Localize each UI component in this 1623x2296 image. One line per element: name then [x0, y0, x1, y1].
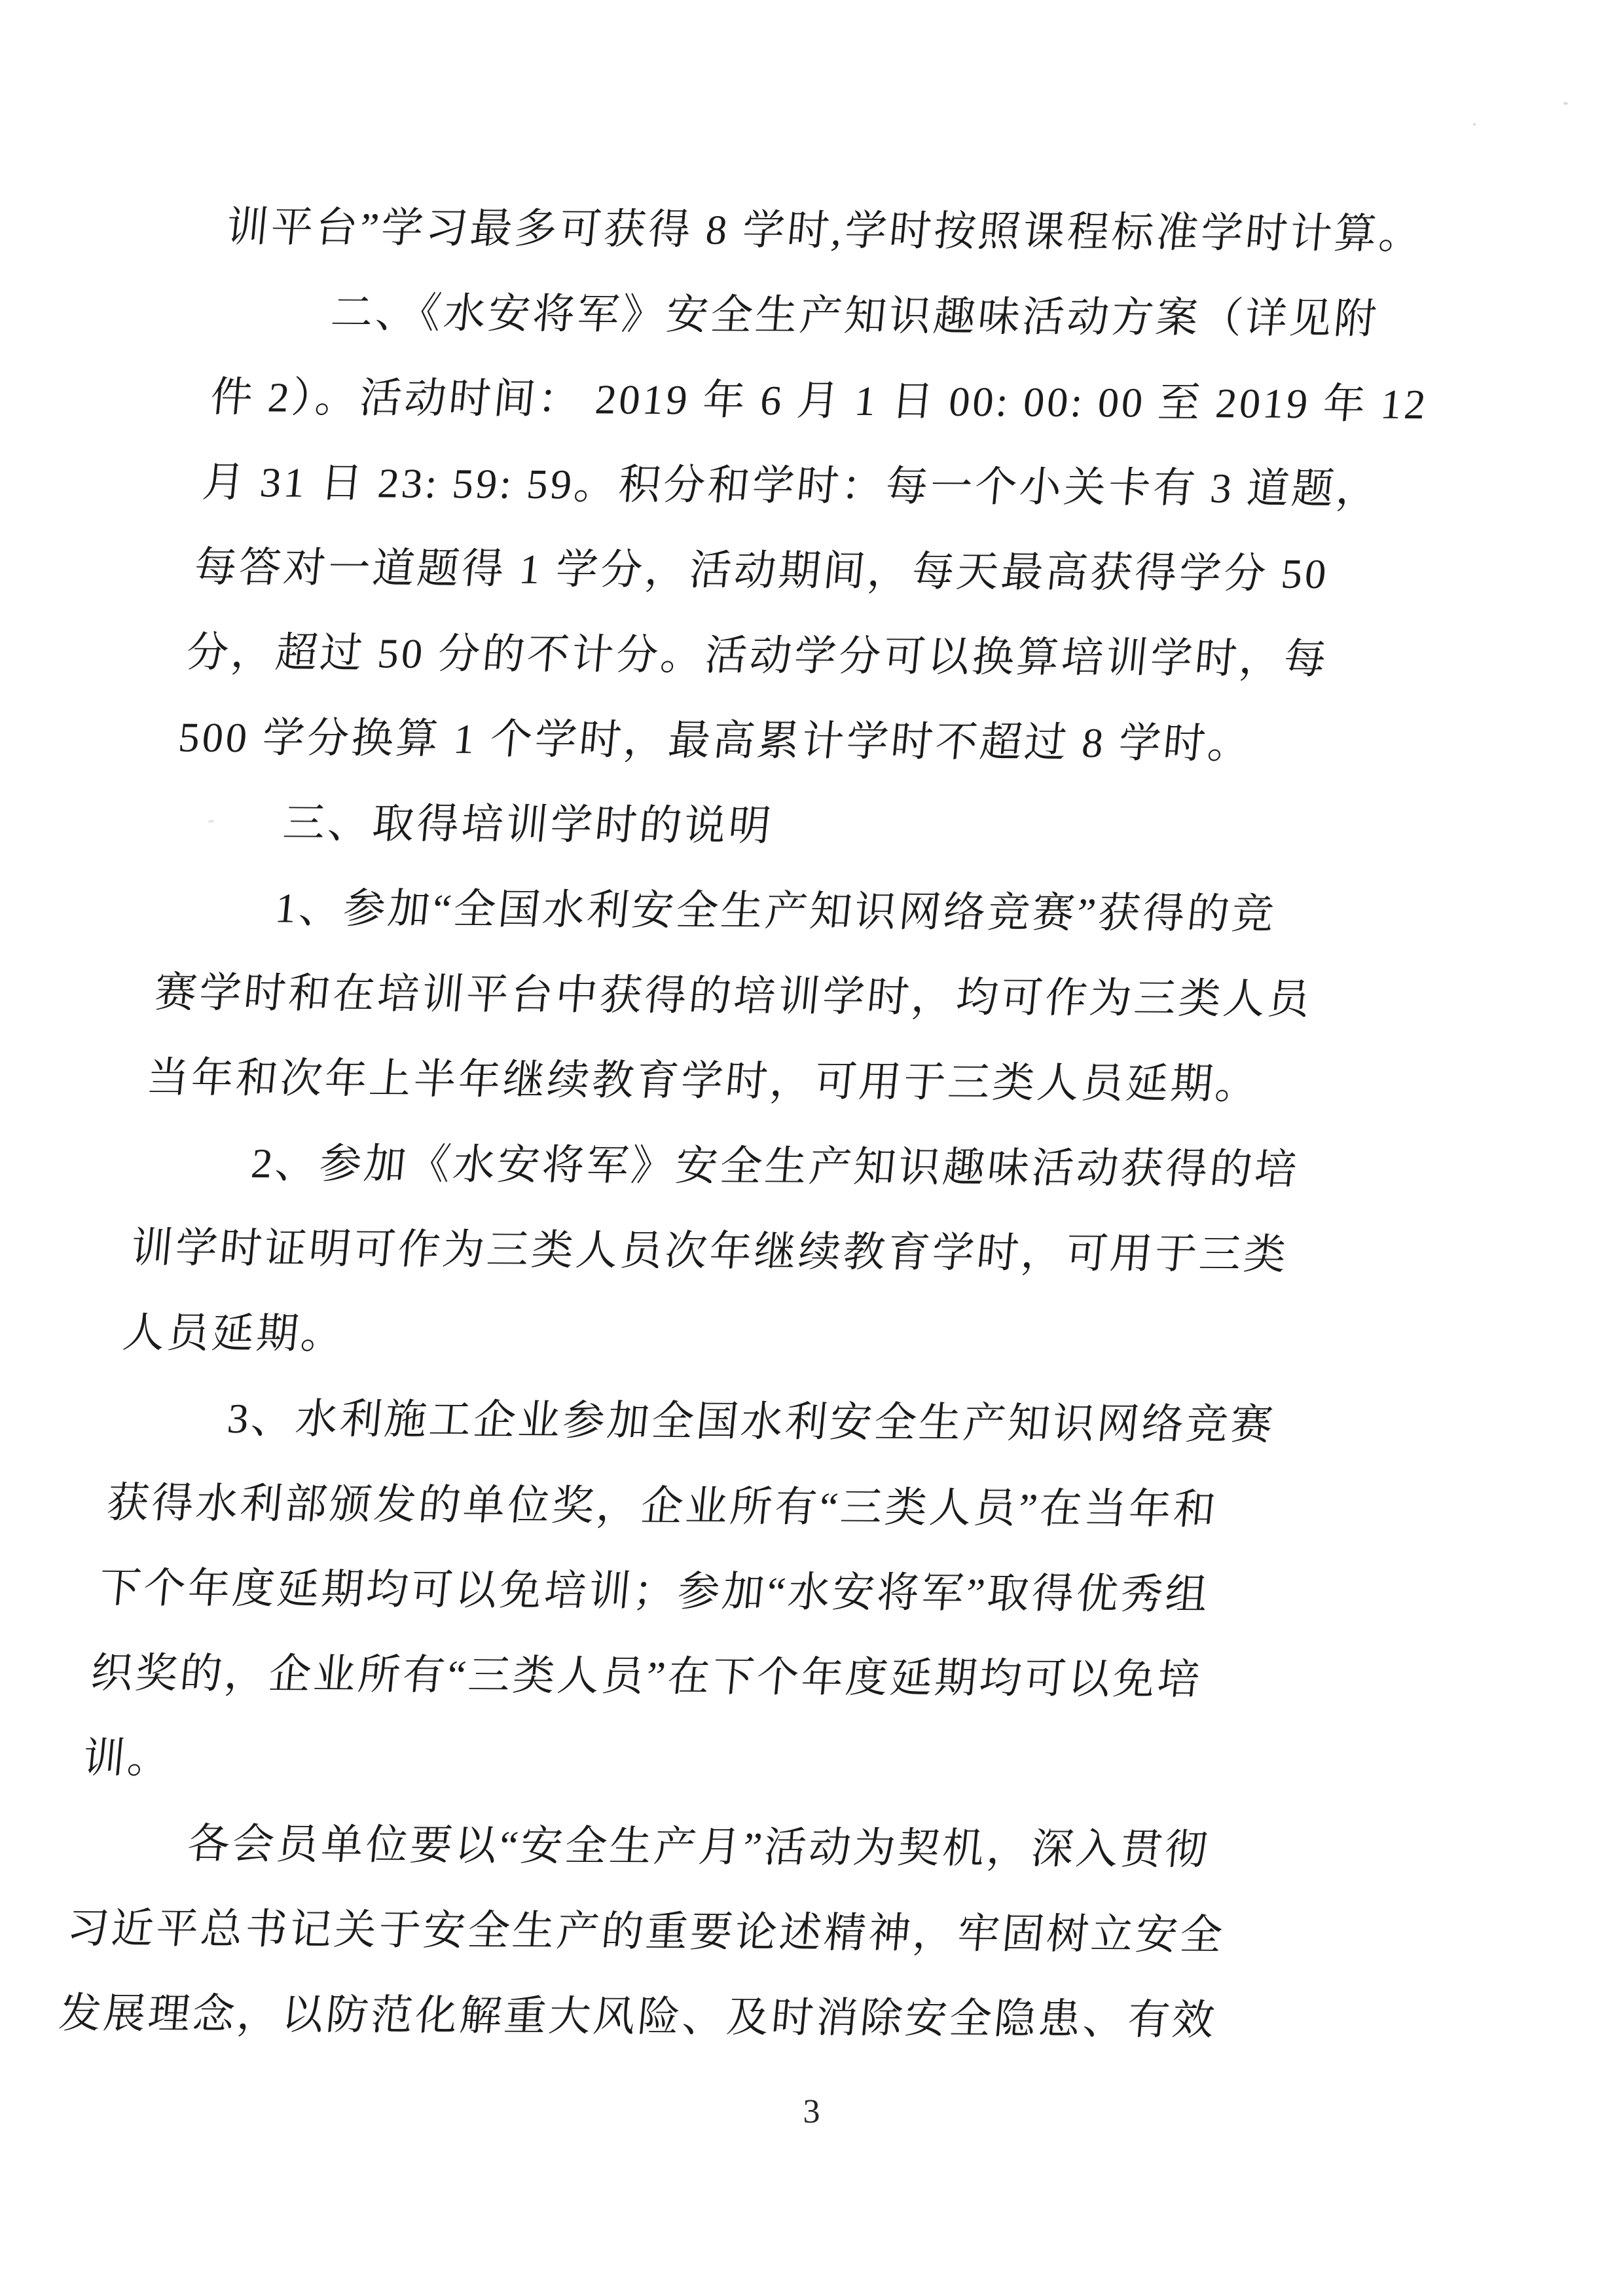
text-line: 习近平总书记关于安全生产的重要论述精神，牢固树立安全: [65, 1904, 1227, 1959]
text-line: 训平台”学习最多可获得 8 学时,学时按照课程标准学时计算。: [224, 203, 1426, 258]
text-line: 分，超过 50 分的不计分。活动学分可以换算培训学时，每: [184, 629, 1331, 683]
page-number: 3: [803, 2093, 820, 2130]
text-line: 每答对一道题得 1 学分，活动期间，每天最高获得学分 50: [192, 543, 1331, 598]
text-line: 3、水利施工企业参加全国水利安全生产知识网络竞赛: [225, 1395, 1277, 1448]
text-line: 1、参加“全国水利安全生产知识网络竞赛”获得的竞: [273, 884, 1279, 938]
text-line: 三、取得培训学时的说明: [281, 799, 776, 850]
scan-speck: [1563, 102, 1568, 105]
text-line: 人员延期。: [120, 1309, 348, 1358]
scan-speck: [1473, 123, 1476, 126]
text-line: 2、参加《水安将军》安全生产知识趣味活动获得的培: [249, 1140, 1302, 1193]
text-line: 训学时证明可作为三类人员次年继续教育学时，可用于三类: [128, 1224, 1291, 1278]
text-line: 当年和次年上半年继续教育学时，可用于三类人员延期。: [144, 1054, 1262, 1108]
text-line: 各会员单位要以“安全生产月”活动为契机，深入贯彻: [185, 1820, 1212, 1874]
text-line: 件 2）。活动时间： 2019 年 6 月 1 日 00: 00: 00 至 2019 年 12: [208, 373, 1431, 428]
text-line: 赛学时和在培训平台中获得的培训学时，均可作为三类人员: [153, 969, 1315, 1023]
text-line: 发展理念，以防范化解重大风险、及时消除安全隐患、有效: [57, 1990, 1219, 2044]
text-line: 训。: [81, 1734, 175, 1782]
text-line: 下个年度延期均可以免培训；参加“水安将军”取得优秀组: [96, 1564, 1213, 1618]
document-body: [55, 185, 1431, 2063]
text-line: 500 学分换算 1 个学时，最高累计学时不超过 8 学时。: [176, 714, 1255, 767]
text-line: 织奖的，企业所有“三类人员”在下个年度延期均可以免培: [88, 1649, 1205, 1704]
text-line: 二、《水安将军》安全生产知识趣味活动方案（详见附: [329, 289, 1381, 342]
text-line: 获得水利部颁发的单位奖，企业所有“三类人员”在当年和: [105, 1479, 1220, 1533]
text-line: 月 31 日 23: 59: 59。积分和学时：每一个小关卡有 3 道题，: [200, 458, 1383, 513]
scan-speck: [208, 820, 214, 823]
